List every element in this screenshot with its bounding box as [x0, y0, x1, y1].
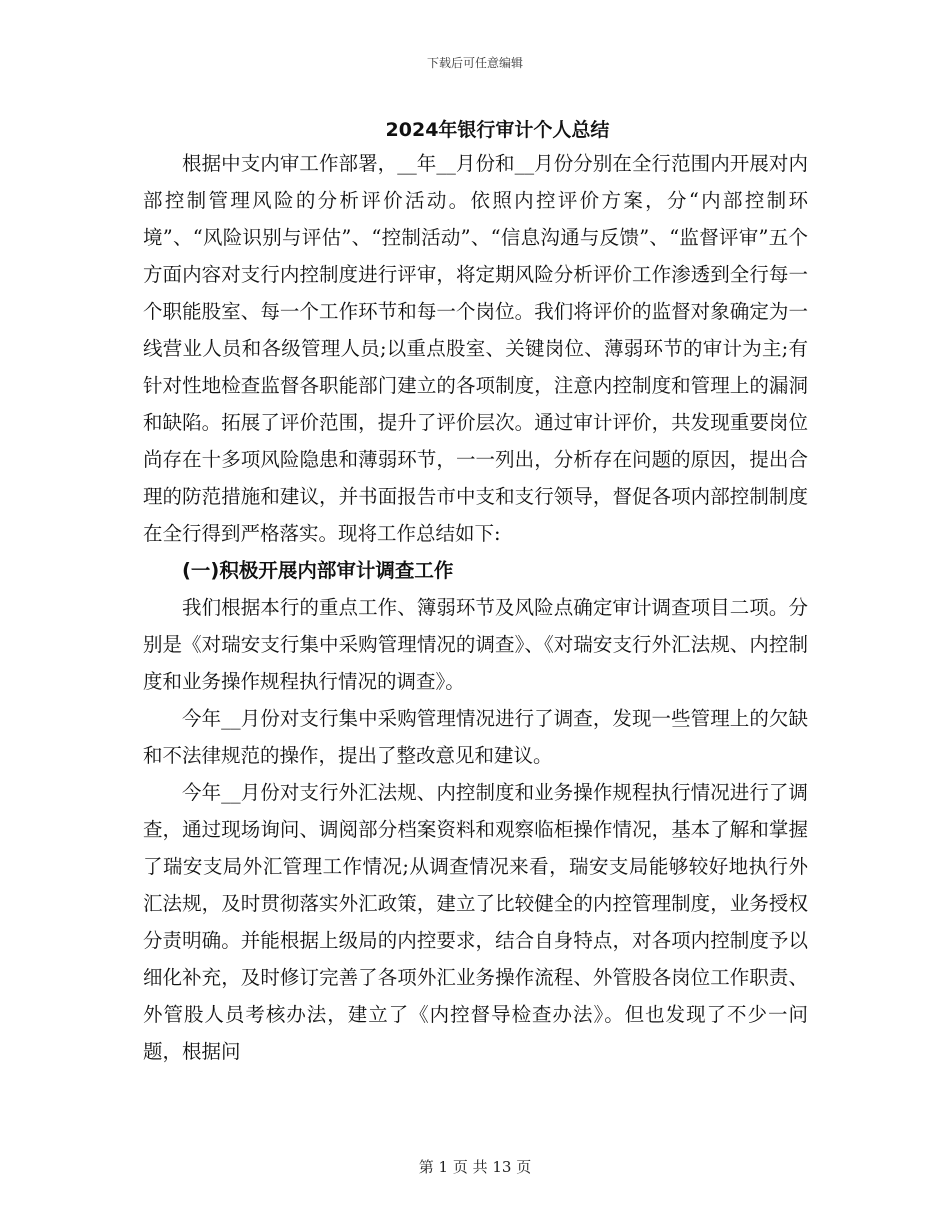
header-note: 下载后可任意编辑 — [426, 56, 523, 70]
paragraph-intro: 根据中支内审工作部署，__年__月份和__月份分别在全行范围内开展对内部控制管理风险的分析评价活动。依照内控评价方案，分“内部控制环境”、“风险识别与评估”、“控制活动”、“信息沟通与反馈”、“监督评审”五个方面内容对支行内控制度进行评审，将定期风险分析评价工作渗透到全行每一个职能股室、每一个工作环节和每一个岗位。我们将评价的监督对象确定为一线营业人员和各级管理人员;以重点股室、关键岗位、薄弱环节的审计为主;有针对性地检查监督各职能部门建立的各项制度，注意内控制度和管理上的漏洞和缺陷。拓展了评价范围，提升了评价层次。通过审计评价，共发现重要岗位尚存在十多项风险隐患和薄弱环节，一一列出，分析存在问题的原因，提出合理的防范措施和建议，并书面报告市中支和支行领导，督促各项内部控制制度在全行得到严格落实。现将工作总结如下: — [143, 152, 808, 545]
document-body — [143, 145, 808, 1070]
section-heading: (一)积极开展内部审计调查工作 — [182, 559, 454, 582]
document-title: 2024年银行审计个人总结 — [385, 119, 610, 141]
page-number: 第 1 页 共 13 页 — [418, 1158, 532, 1176]
paragraph-projects: 我们根据本行的重点工作、簿弱环节及风险点确定审计调查项目二项。分别是《对瑞安支行集中采购管理情况的调查》、《对瑞安支行外汇法规、内控制度和业务操作规程执行情况的调查》。 — [143, 596, 808, 693]
paragraph-forex: 今年__月份对支行外汇法规、内控制度和业务操作规程执行情况进行了调查，通过现场询问、调阅部分档案资料和观察临柜操作情况，基本了解和掌握了瑞安支局外汇管理工作情况;从调查情况来看，瑞安支局能够较好地执行外汇法规，及时贯彻落实外汇政策，建立了比较健全的内控管理制度，业务授权分责明确。并能根据上级局的内控要求，结合自身特点，对各项内控制度予以细化补充，及时修订完善了各项外汇业务操作流程、外管股各岗位工作职责、外管股人员考核办法，建立了《内控督导检查办法》。但也发现了不少一问题，根据问 — [143, 781, 808, 1063]
paragraph-procurement: 今年__月份对支行集中采购管理情况进行了调查，发现一些管理上的欠缺和不法律规范的操作，提出了整改意见和建议。 — [143, 707, 808, 767]
